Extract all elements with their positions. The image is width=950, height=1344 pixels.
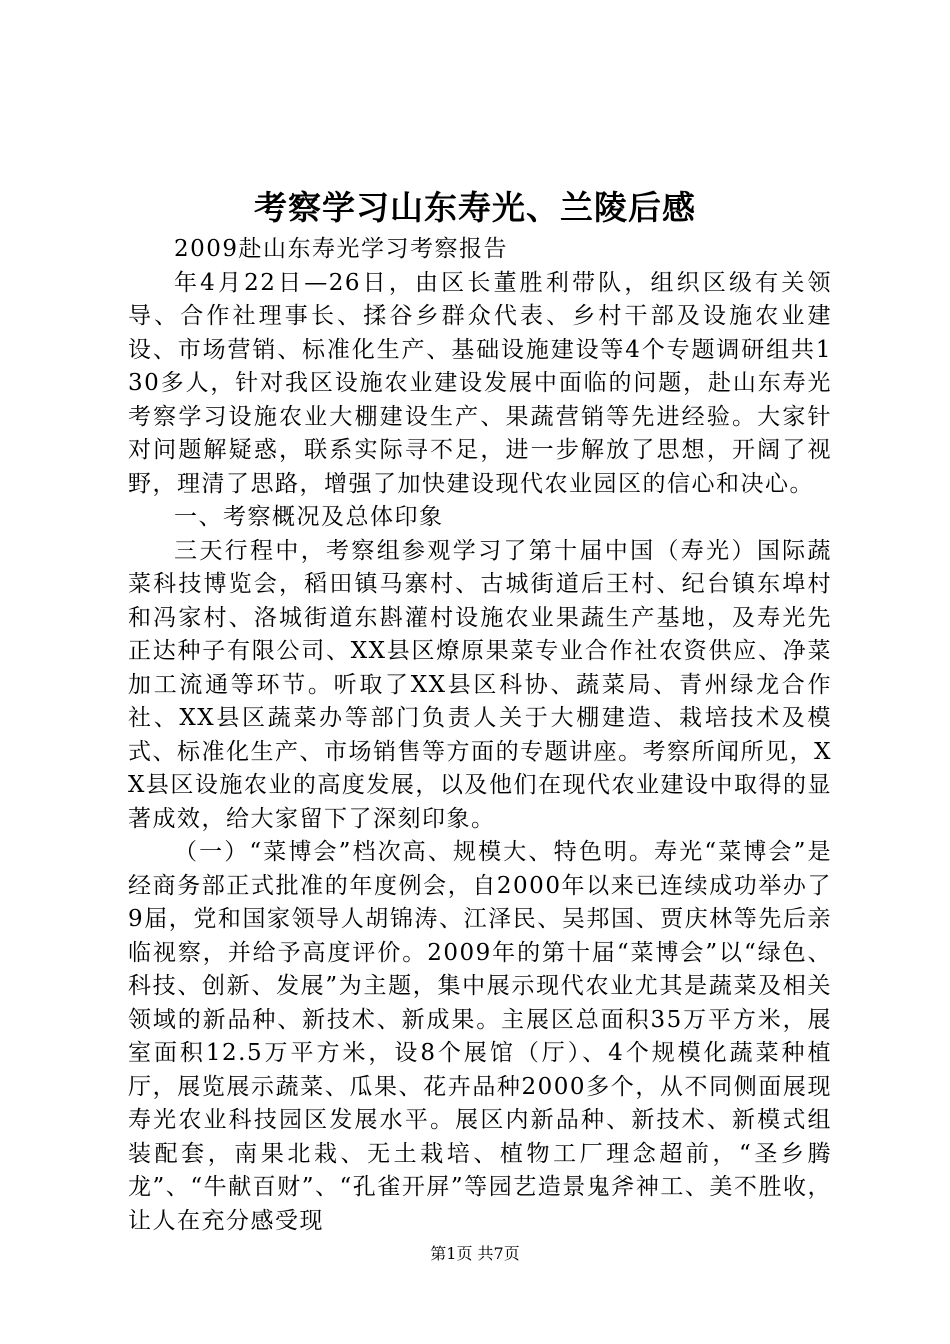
document-body <box>128 233 832 1238</box>
paragraph-subtitle: 2009赴山东寿光学习考察报告 <box>174 236 509 262</box>
paragraph-expo: （一）“菜博会”档次高、规模大、特色明。寿光“菜博会”是经商务部正式批准的年度例会，自2000年以来已连续成功举办了9届，党和国家领导人胡锦涛、江泽民、吴邦国、贾庆林等先后亲临视察，并给予高度评价。2009年的第十届“菜博会”以“绿色、科技、创新、发展”为主题，集中展示现代农业尤其是蔬菜及相关领域的新品种、新技术、新成果。主展区总面积35万平方米，展室面积12.5万平方米，设8个展馆（厅）、4个规模化蔬菜种植厅，展览展示蔬菜、瓜果、花卉品种2000多个，从不同侧面展现寿光农业科技园区发展水平。展区内新品种、新技术、新模式组装配套，南果北栽、无土栽培、植物工厂理念超前，“圣乡腾龙”、“牛献百财”、“孔雀开屏”等园艺造景鬼斧神工、美不胜收，让人在充分感受现 <box>128 839 832 1234</box>
paragraph-intro: 年4月22日—26日，由区长董胜利带队，组织区级有关领导、合作社理事长、揉谷乡群众代表、乡村干部及设施农业建设、市场营销、标准化生产、基础设施建设等4个专题调研组共130多人，针对我区设施农业建设发展中面临的问题，赴山东寿光考察学习设施农业大棚建设生产、果蔬营销等先进经验。大家针对问题解疑惑，联系实际寻不足，进一步解放了思想，开阔了视野，理清了思路，增强了加快建设现代农业园区的信心和决心。 <box>128 269 832 497</box>
section-heading: 一、考察概况及总体印象 <box>174 504 444 530</box>
page-number: 第1页 共7页 <box>430 1244 520 1263</box>
paragraph-overview: 三天行程中，考察组参观学习了第十届中国（寿光）国际蔬菜科技博览会，稻田镇马寨村、古城街道后王村、纪台镇东埠村和冯家村、洛城街道东斟灌村设施农业果蔬生产基地，及寿光先正达种子有限公司、XX县区燎原果菜专业合作社农资供应、净菜加工流通等环节。听取了XX县区科协、蔬菜局、青州绿龙合作社、XX县区蔬菜办等部门负责人关于大棚建造、栽培技术及模式、标准化生产、市场销售等方面的专题讲座。考察所闻所见，XX县区设施农业的高度发展，以及他们在现代农业建设中取得的显著成效，给大家留下了深刻印象。 <box>128 537 832 832</box>
document-title: 考察学习山东寿光、兰陵后感 <box>254 188 696 227</box>
